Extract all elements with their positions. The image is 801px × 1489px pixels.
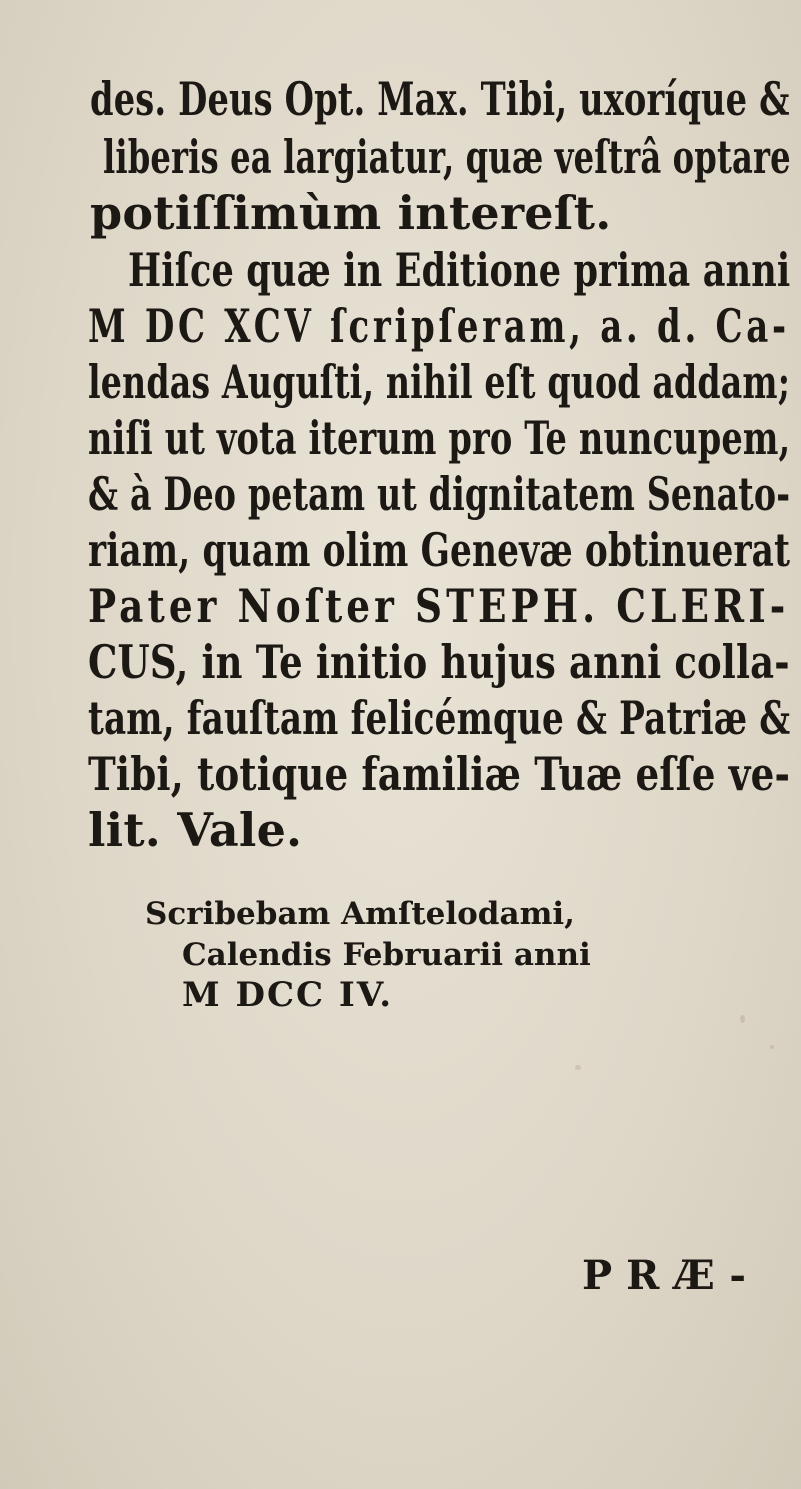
text-line-10: Pater Noſter STEPH. CLERI- bbox=[88, 579, 790, 633]
signoff-date: Calendis Februarii anni bbox=[182, 937, 591, 973]
signoff-place: Scribebam Amſtelodami, bbox=[145, 896, 575, 932]
text-line-6: lendas Auguſti, nihil eſt quod addam; bbox=[88, 355, 791, 409]
text-line-5: M DC XCV ſcripſeram, a. d. Ca- bbox=[88, 299, 790, 353]
signoff-year: M DCC IV. bbox=[182, 975, 394, 1015]
text-line-1: des. Deus Opt. Max. Tibi, uxoríque & bbox=[90, 72, 790, 126]
text-line-11: CUS, in Te initio hujus anni colla- bbox=[88, 635, 790, 689]
text-line-12: tam, fauſtam felicémque & Patriæ & bbox=[88, 691, 791, 745]
text-line-3: potiſſimùm intereſt. bbox=[90, 186, 612, 240]
paper-spot bbox=[740, 1015, 745, 1023]
paper-spot bbox=[770, 1045, 774, 1049]
text-line-7: niſi ut vota iterum pro Te nuncupem, bbox=[88, 411, 791, 465]
text-line-13: Tibi, totique familiæ Tuæ eſſe ve- bbox=[88, 747, 791, 801]
text-line-4: Hiſce quæ in Editione prima anni bbox=[128, 243, 791, 297]
paper-spot bbox=[575, 1065, 581, 1070]
catchword: PRÆ- bbox=[582, 1252, 761, 1299]
text-line-8: & à Deo petam ut dignitatem Senato- bbox=[88, 467, 791, 521]
text-line-2: liberis ea largiatur, quæ veſtrâ optare bbox=[103, 130, 791, 184]
text-line-9: riam, quam olim Genevæ obtinuerat bbox=[88, 523, 791, 577]
text-line-14: lit. Vale. bbox=[88, 803, 303, 857]
